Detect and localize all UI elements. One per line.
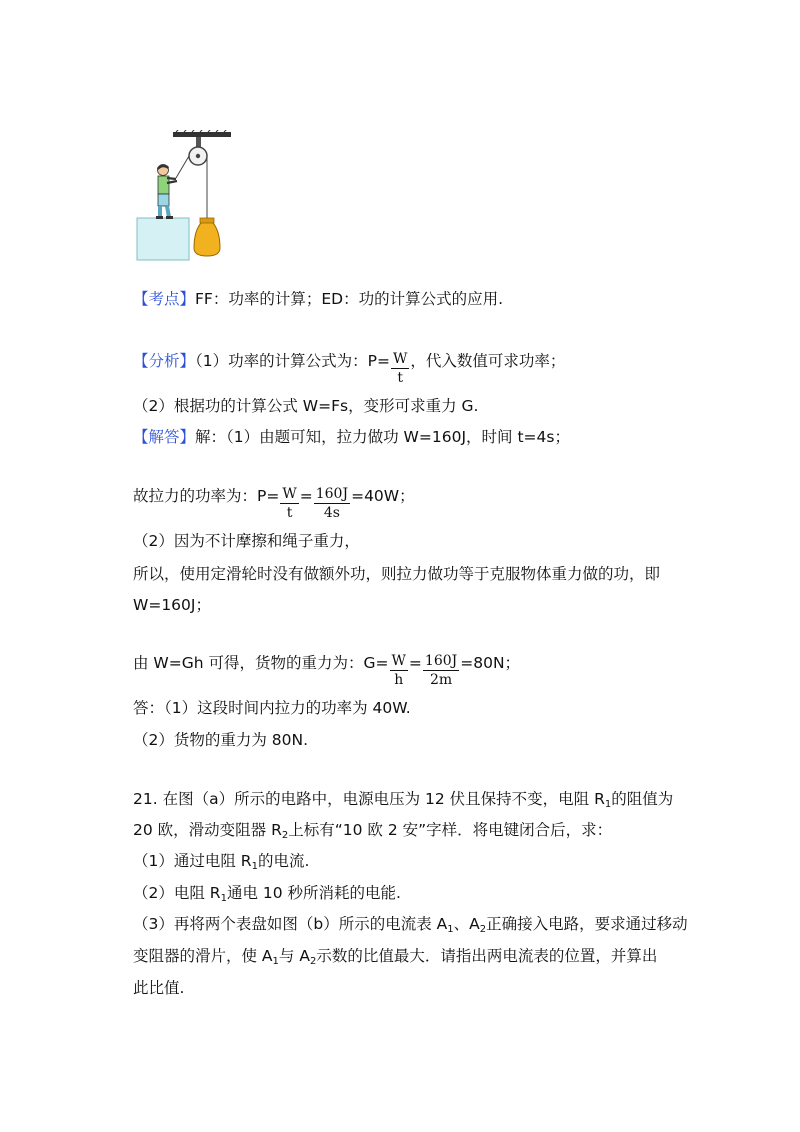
q21-l6-b: 与 A [278, 947, 310, 965]
fraction-denominator: 4s [323, 505, 340, 521]
fenxi-line-2 [133, 395, 478, 417]
jieda-line-4 [133, 563, 660, 585]
jieda-l2-pre: 故拉力的功率为：P= [133, 487, 280, 505]
jieda-l6-post: =80N； [460, 654, 521, 672]
subscript: 1 [220, 893, 227, 904]
fenxi-tag: 【分析】 [133, 352, 196, 370]
fraction-numerator: 160J [424, 653, 458, 669]
q21-l2-post: 上标有“10 欧 2 安”字样．将电键闭合后，求： [288, 821, 613, 839]
answer-1: 答：（1）这段时间内拉力的功率为 40W. [133, 699, 411, 717]
q21-line-2 [133, 819, 612, 847]
subscript: 1 [447, 924, 454, 935]
fenxi-p2: （2）根据功的计算公式 W=Fs，变形可求重力 G. [133, 397, 479, 415]
q21-line-7 [133, 977, 184, 999]
power-formula-fraction [391, 351, 409, 388]
fraction-numerator: W [392, 351, 408, 367]
jieda-l5: W=160J； [133, 596, 211, 614]
person [156, 164, 177, 219]
weight-fraction-1 [390, 653, 408, 690]
fenxi-p1-post: ，代入数值可求功率； [410, 352, 566, 370]
platform-box [137, 218, 189, 260]
fraction-denominator: t [286, 505, 293, 521]
subscript: 1 [272, 956, 279, 967]
q21-l5-b: 、A [453, 915, 480, 933]
answer-line-2 [133, 729, 308, 751]
fraction-numerator: W [391, 653, 406, 669]
q21-l1-pre: 21. 在图（a）所示的电路中，电源电压为 12 伏且保持不变，电阻 R [133, 790, 605, 808]
fraction-denominator: t [397, 370, 403, 386]
jieda-l4: 所以，使用定滑轮时没有做额外功，则拉力做功等于克服物体重力做的功，即 [133, 565, 661, 583]
fraction-denominator: h [394, 672, 404, 688]
subscript: 2 [281, 830, 289, 841]
jieda-line-6 [133, 645, 521, 688]
subscript: 1 [604, 799, 612, 810]
fenxi-p1-pre: （1）功率的计算公式为：P= [195, 352, 390, 370]
jieda-l2-eq: = [299, 487, 313, 505]
q21-line-3 [133, 850, 309, 878]
q21-l3-post: 的电流. [257, 852, 310, 870]
q21-l6-a: 变阻器的滑片，使 A [133, 947, 273, 965]
power-fraction-1 [280, 486, 298, 523]
q21-l4-pre: （2）电阻 R [133, 884, 221, 902]
jieda-l6-eq: = [408, 654, 422, 672]
jieda-tag: 【解答】 [133, 428, 196, 446]
subscript: 1 [251, 861, 258, 872]
q21-l5-c: 正确接入电路，要求通过移动 [486, 915, 688, 933]
q21-l1-post: 的阻值为 [611, 790, 674, 808]
jieda-line-3 [133, 530, 360, 552]
jieda-line-1 [133, 426, 570, 448]
q21-line-4 [133, 882, 401, 910]
weight-fraction-2 [423, 653, 459, 690]
q21-l6-c: 示数的比值最大．请指出两电流表的位置，并算出 [316, 947, 658, 965]
jieda-l6-pre: 由 W=Gh 可得，货物的重力为：G= [133, 654, 389, 672]
q21-line-5 [133, 913, 688, 941]
q21-l7: 此比值. [133, 979, 185, 997]
answer-2: （2）货物的重力为 80N. [133, 731, 309, 749]
q21-l3-pre: （1）通过电阻 R [133, 852, 252, 870]
rope-left [176, 156, 189, 178]
fraction-numerator: W [282, 486, 297, 502]
q21-l4-post: 通电 10 秒所消耗的电能. [226, 884, 401, 902]
q21-l2-pre: 20 欧，滑动变阻器 R [133, 821, 282, 839]
subscript: 2 [309, 956, 317, 967]
subscript: 2 [479, 924, 487, 935]
fenxi-line-1 [133, 343, 566, 386]
kaodian-text: FF：功率的计算；ED：功的计算公式的应用. [195, 290, 504, 308]
kaodian-tag: 【考点】 [133, 290, 196, 308]
weight-bag [194, 218, 220, 256]
jieda-l2-post: =40W； [351, 487, 415, 505]
jieda-line-5 [133, 594, 211, 616]
fraction-numerator: 160J [315, 486, 349, 502]
pulley-figure [136, 130, 236, 262]
q21-l5-a: （3）再将两个表盘如图（b）所示的电流表 A [133, 915, 448, 933]
ceiling-beam [173, 132, 231, 137]
kaodian-line [133, 288, 503, 310]
jieda-l1: 解：（1）由题可知，拉力做功 W=160J，时间 t=4s； [195, 428, 570, 446]
jieda-l3: （2）因为不计摩擦和绳子重力， [133, 532, 360, 550]
q21-line-1 [133, 788, 673, 816]
jieda-line-2 [133, 478, 415, 521]
fraction-denominator: 2m [429, 672, 453, 688]
q21-line-6 [133, 945, 657, 973]
answer-line-1 [133, 697, 411, 719]
power-fraction-2 [314, 486, 350, 523]
